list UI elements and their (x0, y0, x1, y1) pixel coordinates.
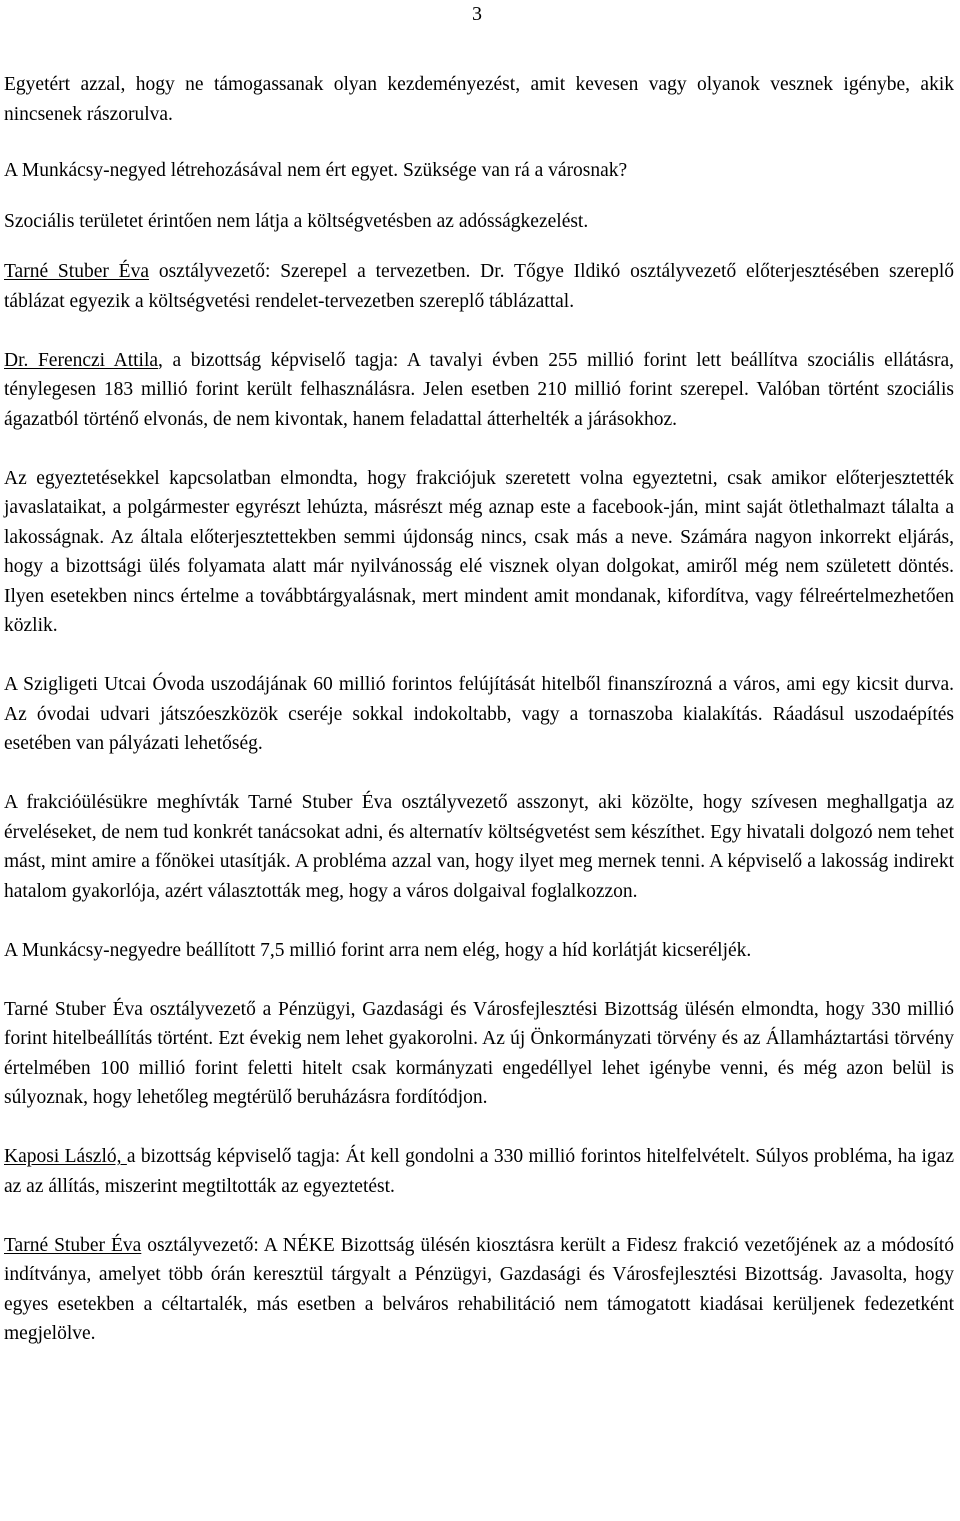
paragraph-3: Szociális területet érintően nem látja a költségvetésben az adósságkezelést. (4, 210, 589, 232)
paragraph-text: a bizottság képviselő tagja: Át kell gondolni a 330 millió forintos hitelfelvételt. Súlyos probléma, ha igaz az az állítás, miszerint megtiltották az egyeztetést. (4, 1146, 954, 1197)
paragraph-9: A Munkácsy-negyedre beállított 7,5 millió forint arra nem elég, hogy a híd korlátját kicseréljék. (4, 939, 752, 961)
page-number: 3 (472, 3, 482, 25)
paragraph-8: A frakcióülésükre meghívták Tarné Stuber Éva osztályvezető asszonyt, aki közölte, hogy szívesen meghallgatja az érveléseket, de nem tud konkrét tanácsokat adni, és alternatív költségvetést sem készíthet. Egy hivatali dolgozó nem tehet mást, mint amire a főnökei utasítják. A probléma azzal van, hogy ilyet meg mernek tenni. A képviselő a lakosság indirekt hatalom gyakorlója, azért választották meg, hogy a város dolgaival foglalkozzon. (4, 792, 954, 902)
paragraph-12 (4, 1231, 954, 1349)
paragraph-2: A Munkácsy-negyed létrehozásával nem ért egyet. Szüksége van rá a városnak? (4, 160, 628, 181)
paragraph-text: osztályvezető: A NÉKE Bizottság ülésén kiosztásra került a Fidesz frakció vezetőjének az a módosító indítványa, amelyet több órán keresztül tárgyalt a Pénzügyi, Gazdasági és Városfejlesztési Bizottság. Javasolta, hogy egyes esetekben a céltartalék, más esetben a belváros rehabilitáció nem támogatott kiadásai kerüljenek fedezetként megjelölve. (4, 1234, 954, 1344)
paragraph-10: Tarné Stuber Éva osztályvezető a Pénzügyi, Gazdasági és Városfejlesztési Bizottság ülésén elmondta, hogy 330 millió forint hitelbeállítás történt. Ezt évekig nem lehet gyakorolni. Az új Önkormányzati törvény és az Államháztartási törvény értelmében 100 millió forint feletti hitelt csak kormányzati engedéllyel lehet igénybe venni, és még azon belül is súlyoznak, hogy lehetőleg megtérülő beruházásra fordítódjon. (4, 998, 954, 1108)
speaker-name: Tarné Stuber Éva (4, 261, 149, 282)
paragraph-7: A Szigligeti Utcai Óvoda uszodájának 60 millió forintos felújítását hitelből finanszírozná a város, ami egy kicsit durva. Az óvodai udvari játszóeszközök cseréje sokkal indokoltabb, vagy a tornaszoba kialakítás. Ráadásul uszodaépítés esetében van pályázati lehetőség. (4, 674, 954, 754)
paragraph-6: Az egyeztetésekkel kapcsolatban elmondta, hogy frakciójuk szeretett volna egyeztetni, csak amikor előterjesztették javaslataikat, a polgármester egyrészt lehúzta, másrészt még aznap este a facebook-ján, mint saját ötlethalmazt tálalta a lakosságnak. Az általa előterjesztettekben semmi újdonság nincs, csak más a neve. Számára nagyon inkorrekt eljárás, hogy a bizottsági ülés folyamata alatt már nyilvánosság elé visznek olyan dolgokat, amiről még nem született döntés. Ilyen esetekben nincs értelme a továbbtárgyalásnak, mert mindent amit mondanak, kifordítva, vagy félreértelmezhetően közlik. (4, 467, 954, 636)
paragraph-text: , a bizottság képviselő tagja: A tavalyi évben 255 millió forint lett beállítva szociális ellátásra, ténylegesen 183 millió forint került felhasználásra. Jelen esetben 210 millió forint szerepel. Valóban történt szociális ágazatból történő elvonás, de nem kivontak, hanem feladattal átterhelték a járásokhoz. (4, 349, 954, 430)
speaker-name: Kaposi László, (4, 1146, 127, 1167)
speaker-name: Tarné Stuber Éva (4, 1234, 142, 1256)
speaker-name: Dr. Ferenczi Attila (4, 349, 159, 371)
document-body (4, 70, 954, 1349)
paragraph-1: Egyetért azzal, hogy ne támogassanak olyan kezdeményezést, amit kevesen vagy olyanok vesznek igénybe, akik nincsenek rászorulva. (4, 74, 954, 125)
paragraph-4 (4, 257, 954, 316)
paragraph-11 (4, 1142, 954, 1201)
paragraph-5 (4, 346, 954, 435)
paragraph-text: osztályvezető: Szerepel a tervezetben. Dr. Tőgye Ildikó osztályvezető előterjesztésében szereplő táblázat egyezik a költségvetési rendelet-tervezetben szereplő táblázattal. (4, 261, 954, 312)
